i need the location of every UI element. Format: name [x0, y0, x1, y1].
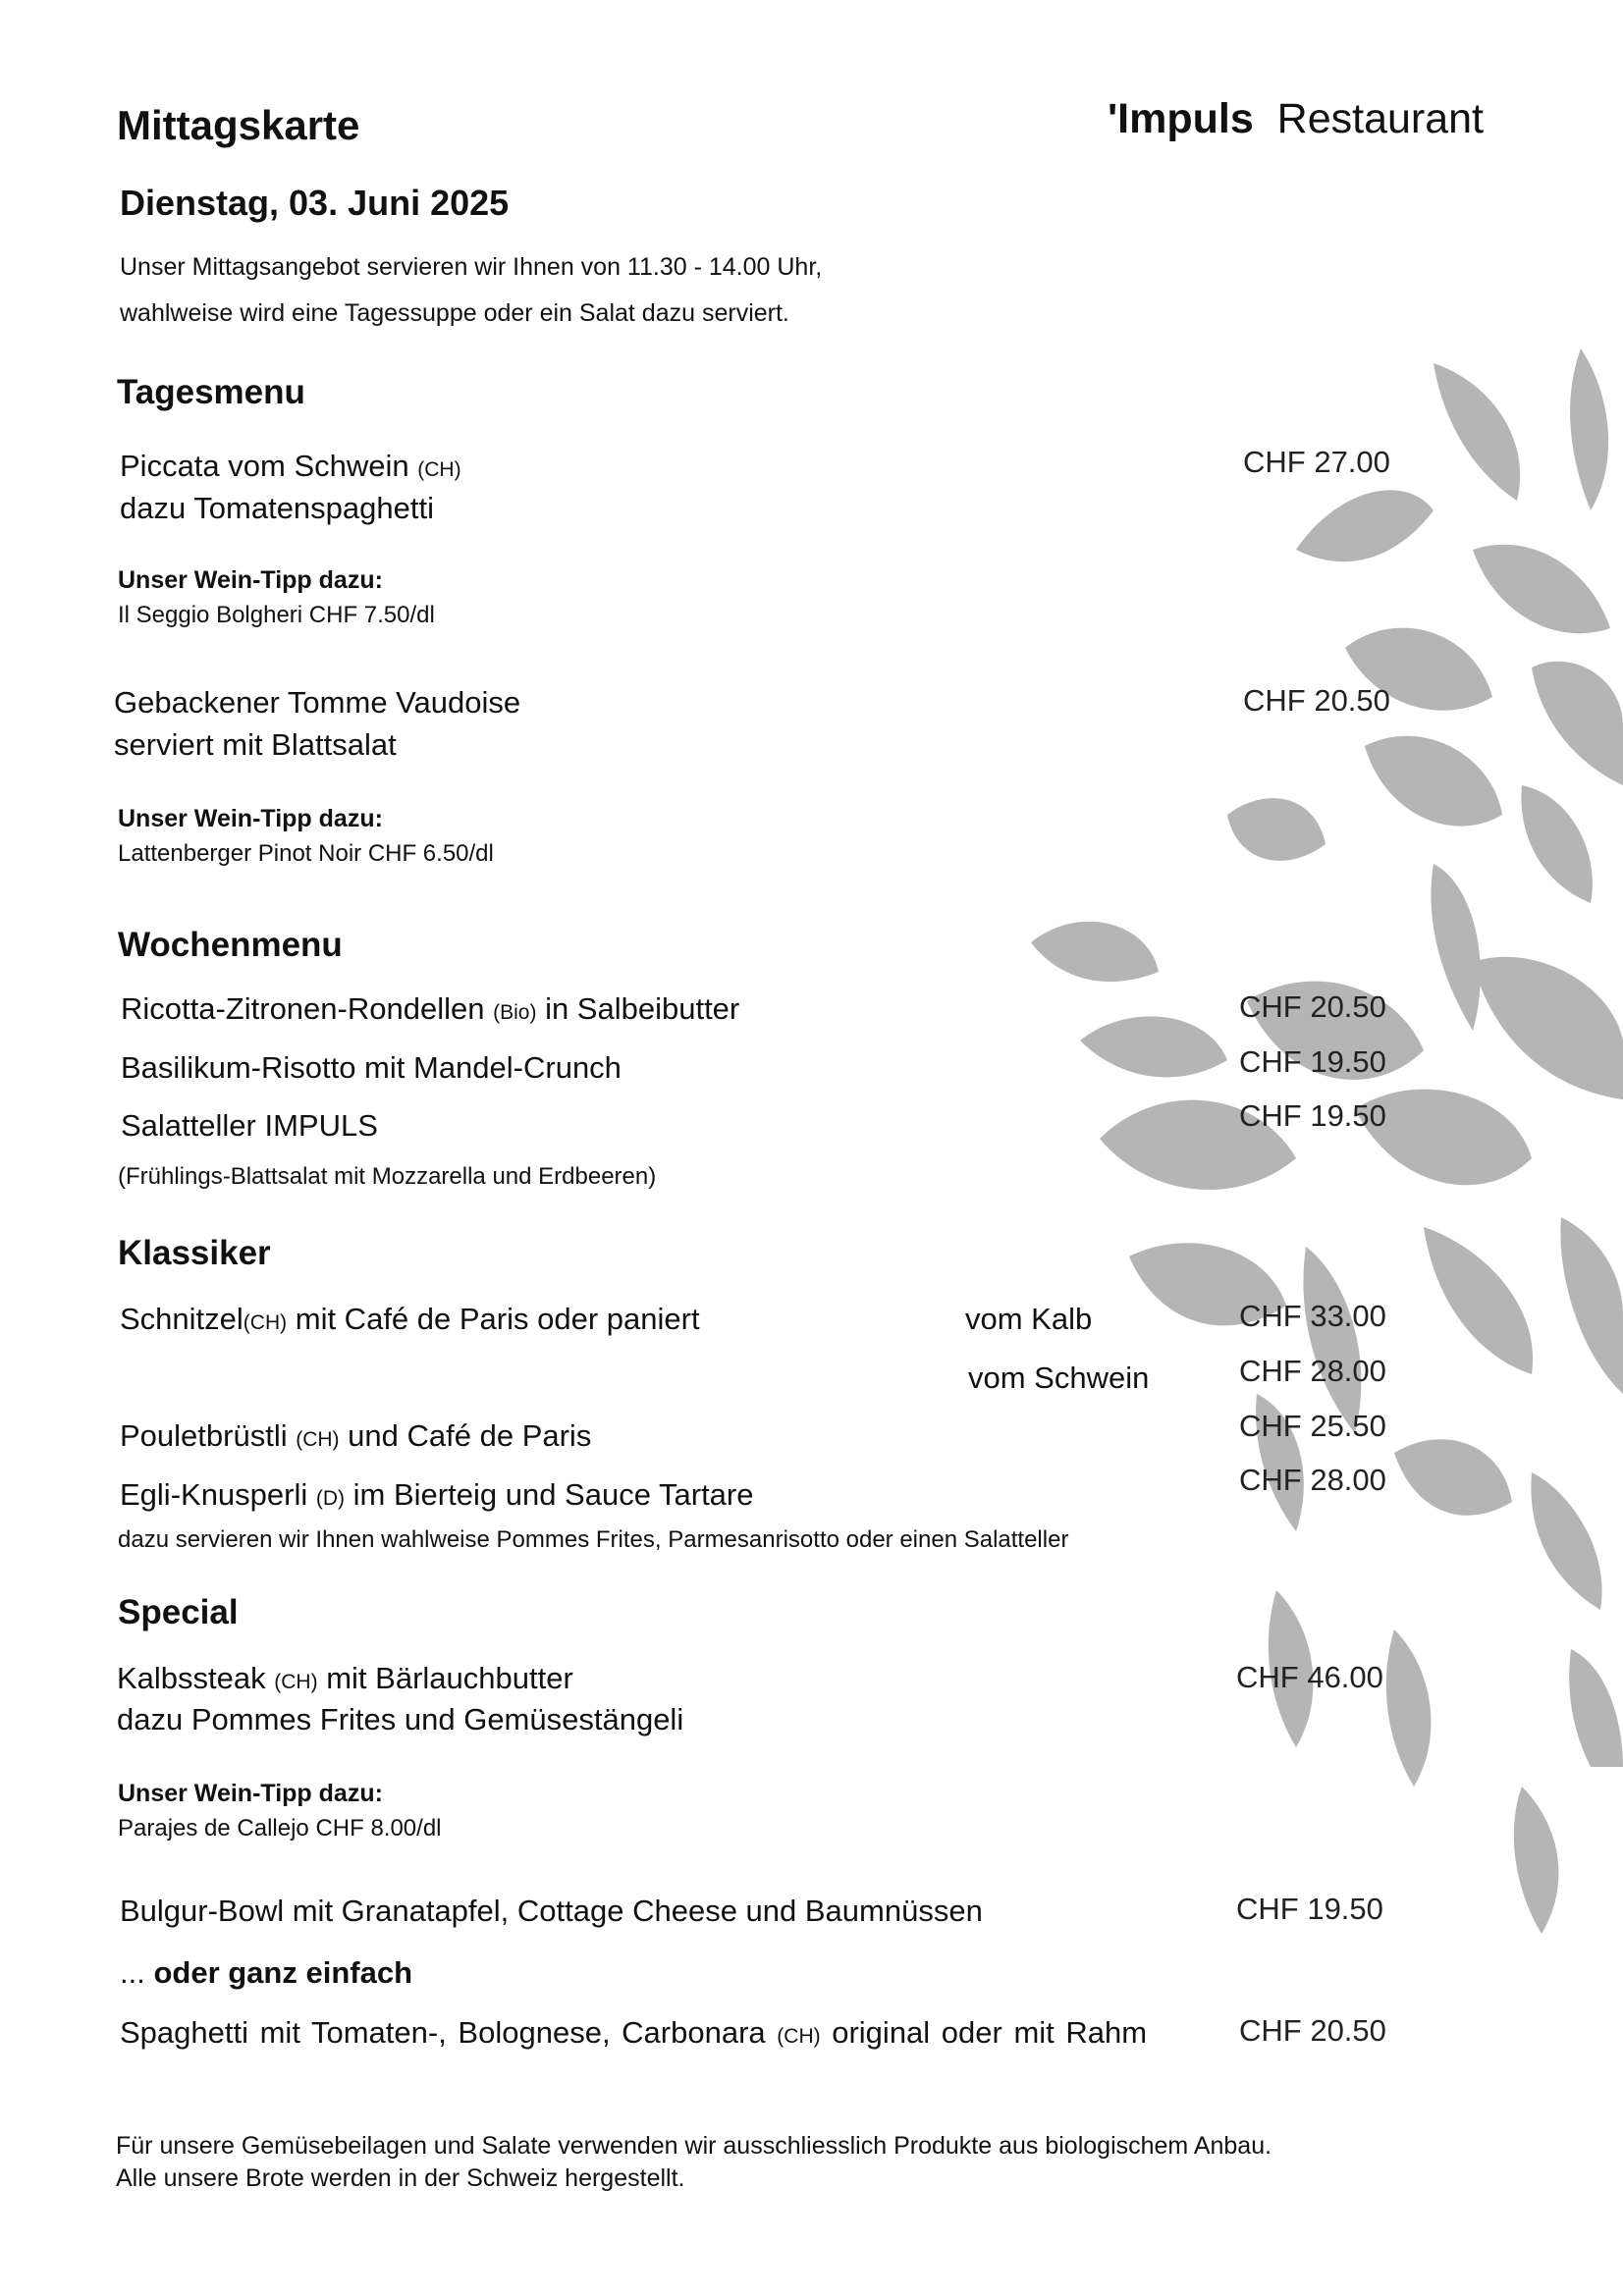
simple-heading	[120, 1957, 412, 1988]
dish-name	[120, 1479, 754, 1510]
side-dish-note: dazu servieren wir Ihnen wahlweise Pommes Frites, Parmesanrisotto oder einen Salatteller	[118, 1526, 1069, 1553]
dish-price: CHF 20.50	[1239, 989, 1386, 1024]
page-title: Mittagskarte	[117, 102, 360, 148]
dish-note: (Frühlings-Blattsalat mit Mozzarella und Erdbeeren)	[118, 1163, 657, 1190]
dish-title: Ricotta-Zitronen-Rondellen	[121, 991, 485, 1026]
origin-tag: (CH)	[243, 1311, 288, 1334]
wine-tip-label: Unser Wein-Tipp dazu:	[118, 566, 383, 594]
intro-line-2: wahlweise wird eine Tagessuppe oder ein Salat dazu serviert.	[120, 299, 789, 327]
simple-heading-text: oder ganz einfach	[153, 1955, 412, 1990]
brand-bold: 'Impuls	[1107, 95, 1254, 142]
dish-title-rest: original oder mit Rahm	[832, 2015, 1148, 2050]
wine-tip-label: Unser Wein-Tipp dazu:	[118, 1780, 383, 1807]
dish-description: dazu Tomatenspaghetti	[120, 491, 434, 525]
footer-line-1: Für unsere Gemüsebeilagen und Salate verwenden wir ausschliesslich Produkte aus biologischem Anbau.	[116, 2132, 1272, 2160]
section-heading-special: Special	[118, 1593, 239, 1631]
variant-label: vom Schwein	[968, 1361, 1150, 1395]
origin-tag: (CH)	[417, 458, 461, 481]
brand-rest: Restaurant	[1276, 95, 1484, 142]
wine-tip: Lattenberger Pinot Noir CHF 6.50/dl	[118, 840, 494, 867]
dish-title-rest: und Café de Paris	[348, 1418, 592, 1453]
dish-title-rest: in Salbeibutter	[545, 991, 740, 1026]
origin-tag: (D)	[315, 1487, 346, 1510]
wine-tip: Il Seggio Bolgheri CHF 7.50/dl	[118, 602, 435, 628]
restaurant-logo	[1107, 95, 1484, 142]
dish-name	[120, 1304, 700, 1334]
dish-price: CHF 28.00	[1239, 1463, 1386, 1497]
dish-name: Bulgur-Bowl mit Granatapfel, Cottage Cheese und Baumnüssen	[120, 1894, 983, 1928]
wine-tip-label: Unser Wein-Tipp dazu:	[118, 805, 383, 832]
dish-price: CHF 27.00	[1243, 445, 1390, 479]
dish-title: Pouletbrüstli	[120, 1418, 288, 1453]
origin-tag: (CH)	[274, 1671, 318, 1693]
footer-line-2: Alle unsere Brote werden in der Schweiz hergestellt.	[116, 2164, 685, 2192]
wine-tip: Parajes de Callejo CHF 8.00/dl	[118, 1815, 442, 1842]
section-heading-wochenmenu: Wochenmenu	[118, 926, 343, 964]
dish-price: CHF 19.50	[1236, 1892, 1383, 1926]
dish-price: CHF 46.00	[1236, 1660, 1383, 1694]
menu-date: Dienstag, 03. Juni 2025	[120, 183, 510, 223]
dish-name	[121, 993, 739, 1024]
dish-title-rest: mit Café de Paris oder paniert	[295, 1302, 700, 1336]
dish-name	[120, 1420, 591, 1451]
dish-title: Schnitzel	[120, 1302, 243, 1336]
dish-price: CHF 28.00	[1239, 1354, 1386, 1388]
origin-tag: (CH)	[296, 1428, 340, 1451]
dish-description: dazu Pommes Frites und Gemüsestängeli	[117, 1702, 684, 1736]
dish-price: CHF 20.50	[1239, 2013, 1386, 2048]
variant-label: vom Kalb	[965, 1302, 1093, 1336]
dish-name	[120, 2017, 1147, 2048]
origin-tag: (CH)	[777, 2025, 821, 2048]
dish-title-rest: im Bierteig und Sauce Tartare	[352, 1477, 754, 1512]
dish-price: CHF 19.50	[1239, 1044, 1386, 1079]
dish-name: Gebackener Tomme Vaudoise	[114, 685, 521, 720]
dish-price: CHF 33.00	[1239, 1299, 1386, 1333]
dish-title: Spaghetti mit Tomaten-, Bolognese, Carbonara	[120, 2015, 766, 2050]
dish-price: CHF 19.50	[1239, 1098, 1386, 1133]
dish-title: Egli-Knusperli	[120, 1477, 308, 1512]
intro-line-1: Unser Mittagsangebot servieren wir Ihnen von 11.30 - 14.00 Uhr,	[120, 253, 823, 281]
dish-price: CHF 20.50	[1243, 683, 1390, 718]
dish-title-rest: mit Bärlauchbutter	[326, 1661, 573, 1695]
dish-price: CHF 25.50	[1239, 1409, 1386, 1443]
ellipsis: ...	[120, 1955, 154, 1990]
origin-tag: (Bio)	[493, 1001, 537, 1024]
dish-name	[117, 1663, 573, 1693]
dish-title: Kalbssteak	[117, 1661, 266, 1695]
section-heading-tagesmenu: Tagesmenu	[117, 373, 305, 411]
dish-name	[120, 451, 461, 481]
dish-title: Piccata vom Schwein	[120, 449, 409, 483]
dish-name: Salatteller IMPULS	[121, 1108, 378, 1143]
section-heading-klassiker: Klassiker	[118, 1234, 271, 1272]
dish-description: serviert mit Blattsalat	[114, 727, 397, 762]
dish-name: Basilikum-Risotto mit Mandel-Crunch	[121, 1050, 622, 1085]
